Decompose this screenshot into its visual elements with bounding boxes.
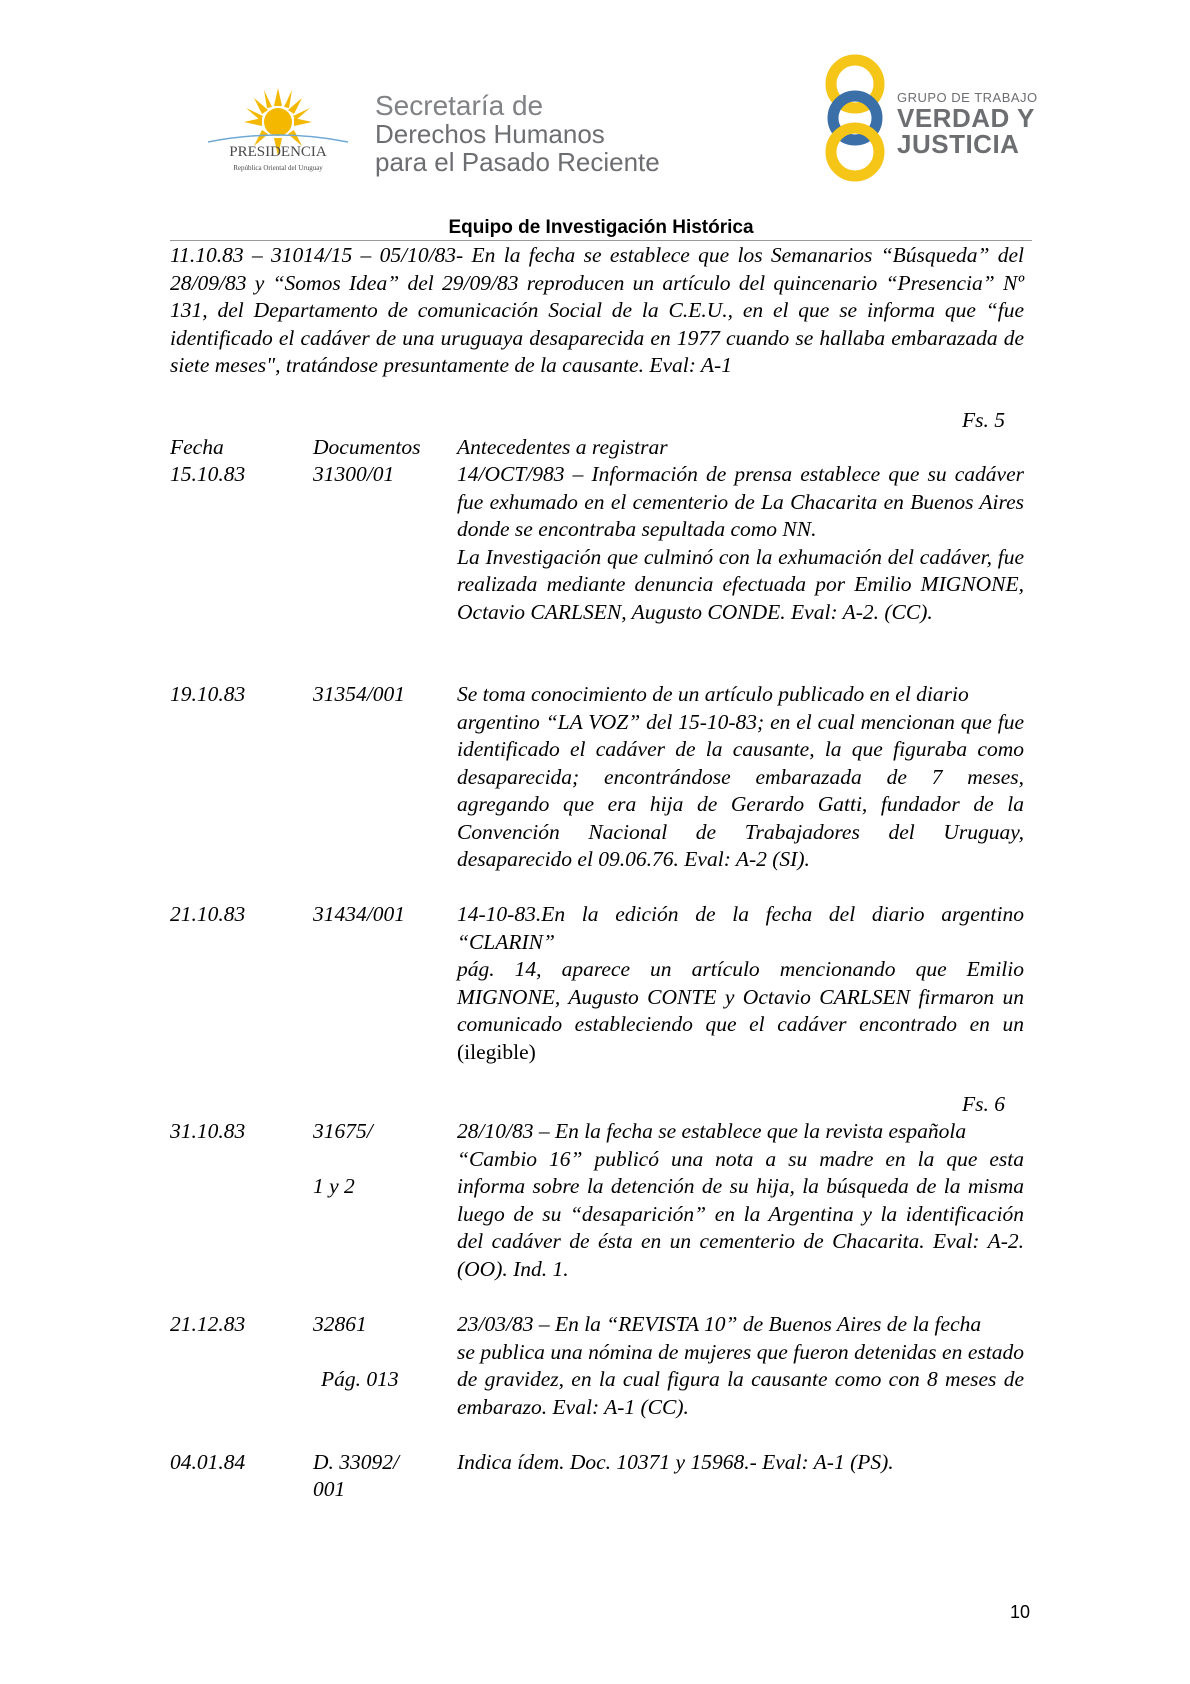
row-date: 19.10.83 (170, 682, 246, 706)
folio-5: Fs. 5 (962, 408, 1005, 432)
header-antecedentes: Antecedentes a registrar (457, 435, 668, 459)
folio-6: Fs. 6 (962, 1092, 1005, 1116)
row-doc: 31434/001 (313, 902, 405, 926)
row-text-p1: Indica ídem. Doc. 10371 y 15968.- Eval: A-1 (PS). (457, 1450, 894, 1474)
team-title: Equipo de Investigación Histórica (448, 217, 754, 238)
row-date: 15.10.83 (170, 462, 246, 486)
secretaria-title (375, 92, 660, 176)
row-doc: 31675/ (313, 1119, 373, 1143)
row-text-p1: 28/10/83 – En la fecha se establece que la revista española (457, 1119, 967, 1143)
row-text (457, 1118, 1024, 1283)
row-text (457, 1311, 1024, 1421)
row-date: 04.01.84 (170, 1450, 246, 1474)
row-text-p2: La Investigación que culminó con la exhumación del cadáver, fue realizada mediante denuncia efectuada por Emilio MIGNONE, Octavio CARLSEN, Augusto CONDE. Eval: A-2. (CC). (457, 544, 1024, 624)
illegible-note: (ilegible) (457, 1039, 536, 1064)
row-doc: 32861 (313, 1312, 367, 1336)
row-doc: 31354/001 (313, 682, 405, 706)
secretaria-line-2: Derechos Humanos (375, 119, 605, 149)
row-doc: D. 33092/ (313, 1450, 399, 1474)
header-divider (170, 240, 1032, 241)
secretaria-line-3: para el Pasado Reciente (375, 147, 660, 177)
page-number: 10 (1009, 1602, 1030, 1622)
row-doc: 31300/01 (313, 462, 395, 486)
row-text-p2: se publica una nómina de mujeres que fueron detenidas en estado de gravidez, en la cual figura la causante como con 8 meses de embarazo. Eval: A-1 (CC). (457, 1339, 1024, 1419)
row-doc-sub: 001 (313, 1477, 346, 1501)
presidencia-sun-logo (198, 80, 358, 180)
header-docs: Documentos (313, 435, 421, 459)
row-text (457, 461, 1024, 626)
row-text (457, 1449, 1024, 1477)
row-text-p1: Se toma conocimiento de un artículo publicado en el diario (457, 682, 969, 706)
row-doc-sub: 1 y 2 (313, 1174, 355, 1198)
row-date: 31.10.83 (170, 1119, 246, 1143)
presidencia-sub: República Oriental del Uruguay (233, 164, 323, 172)
row-text-p1: 14/OCT/983 – Información de prensa establece que su cadáver fue exhumado en el cementerio de La Chacarita en Buenos Aires donde se encontraba sepultada como NN. (457, 462, 1024, 541)
row-text (457, 681, 1024, 874)
justicia-label: JUSTICIA (897, 129, 1020, 159)
secretaria-line-1: Secretaría de (375, 90, 544, 121)
presidencia-label: PRESIDENCIA (229, 144, 327, 160)
grupo-trabajo-label: GRUPO DE TRABAJO (897, 90, 1038, 105)
row-doc-sub: Pág. 013 (321, 1367, 399, 1391)
row-text-p2: pág. 14, aparece un artículo mencionando que Emilio MIGNONE, Augusto CONTE y Octavio CARLSEN firmaron un comunicado estableciendo que el cadáver encontrado en un (457, 957, 1024, 1036)
header-date: Fecha (170, 435, 224, 459)
row-text-p1: 23/03/83 – En la “REVISTA 10” de Buenos Aires de la fecha (457, 1312, 982, 1336)
verdad-y-label: VERDAD Y (897, 103, 1035, 133)
row-text-p2: “Cambio 16” publicó una nota a su madre en la que esta informa sobre la detención de su hija, la búsqueda de la misma luego de su “desaparición” en la Argentina y la identificación del cadáver de ésta en un cementerio de Chacarita. Eval: A-2. (OO). Ind. 1. (457, 1146, 1024, 1281)
row-text-p1: 14-10-83.En la edición de la fecha del diario argentino “CLARIN” (457, 902, 1024, 954)
row-text-p2: argentino “LA VOZ” del 15-10-83; en el cual mencionan que fue identificado el cadáver de la causante, la que figuraba como desaparecida; encontrándose embarazada de 7 meses, agregando que era hija de Gerardo Gatti, fundador de la Convención Nacional de Trabajadores del Uruguay, desaparecido el 09.06.76. Eval: A-2 (SI). (457, 709, 1024, 871)
row-date: 21.10.83 (170, 902, 246, 926)
row-text (457, 901, 1024, 1066)
row-date: 21.12.83 (170, 1312, 246, 1336)
row-text-p2-wrap (457, 956, 1024, 1066)
grupo-trabajo-text (897, 90, 1038, 157)
intro-paragraph: 11.10.83 – 31014/15 – 05/10/83- En la fecha se establece que los Semanarios “Búsqueda” del 28/09/83 y “Somos Idea” del 29/09/83 reproducen un artículo del quincenario “Presencia” Nº 131, del Departamento de comunicación Social de la C.E.U., en el que se informa que “fue identificado el cadáver de una uruguaya desaparecida en 1977 cuando se hallaba embarazada de siete meses", tratándose presuntamente de la causante. Eval: A-1 (170, 243, 1024, 377)
